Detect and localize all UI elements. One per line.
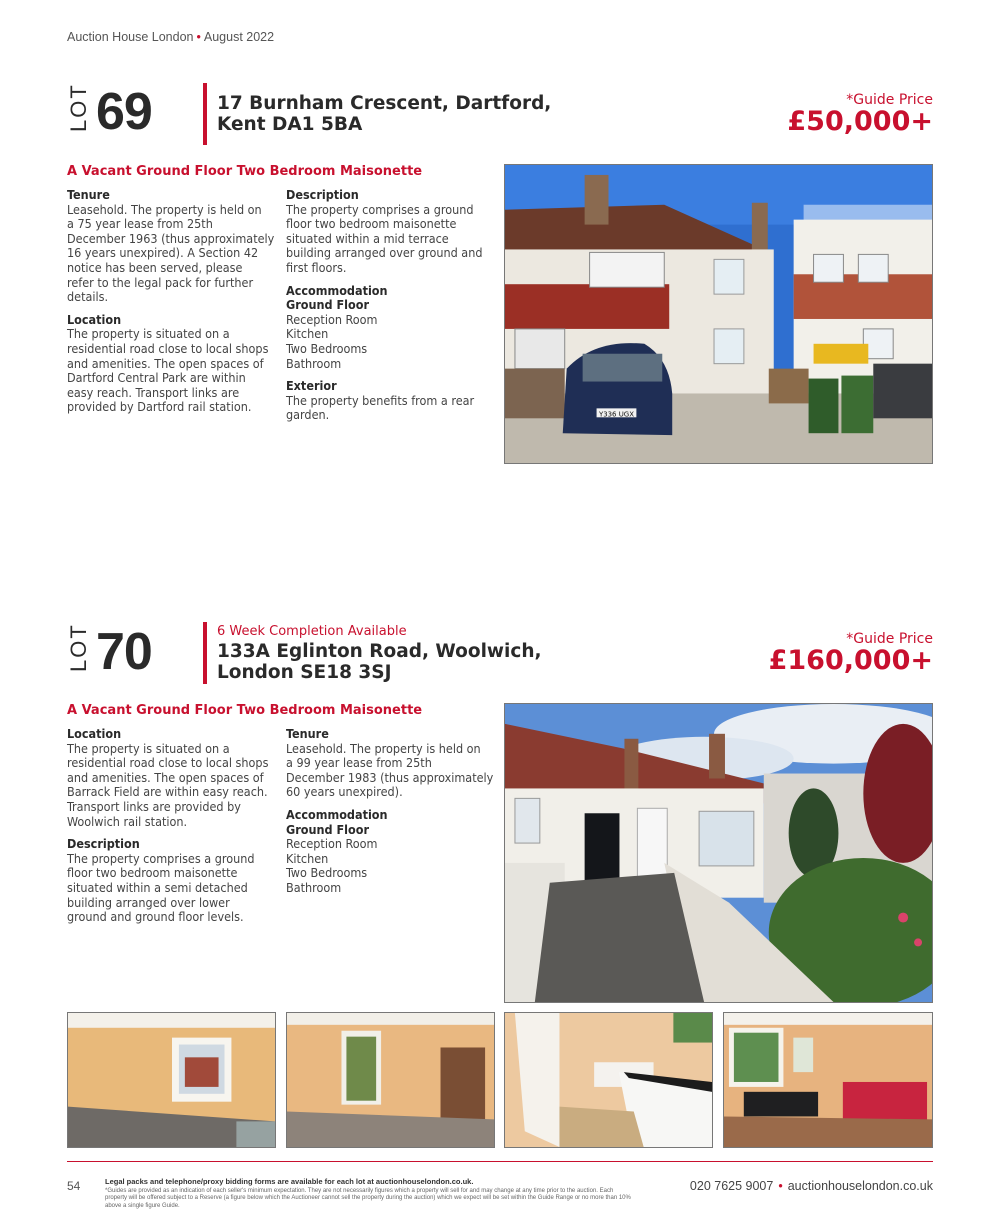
section-heading: Location (67, 726, 122, 741)
section-text: The property is situated on a residential road close to local shops and amenities. The open spaces of Barrack Field are within easy reach. Transport links are provided by Woolwich rail station. (67, 740, 269, 829)
details-column-left (67, 727, 279, 925)
section-text: The property is situated on a residential road close to local shops and amenities. The open spaces of Dartford Central Park are within easy reach. Transport links are provided by Dartford rail station. (67, 326, 269, 415)
footer-contact (690, 1179, 933, 1193)
property-photo-exterior (504, 164, 933, 464)
guide-price-disclaimer: *Guides are provided as an indication of each seller's minimum expectation. They are not necessarily figures which a property will sell for and may change at any time prior to the auction. Each property will be offered subject to a Reserve (a figure below which the Auctioneer cannot sell the property during the auction) which we expect will be set within the Guide Range or no more than 10% above a single figure Guide. (105, 1188, 631, 1209)
guide-price: £50,000+ (787, 106, 933, 137)
section-heading: Accommodation (286, 282, 388, 298)
details-column-right (286, 727, 498, 896)
footer-rule (67, 1161, 933, 1162)
property-photo-interior (67, 1012, 276, 1148)
property-photo-exterior (504, 703, 933, 1003)
address-line: London SE18 3SJ (217, 662, 392, 683)
issue-date: August 2022 (203, 30, 275, 44)
section-heading: Location (67, 311, 122, 327)
legal-pack-notice: Legal packs and telephone/proxy bidding forms are available for each lot at auctionhouselondon.co.uk. (105, 1177, 474, 1186)
property-photo-interior (504, 1012, 713, 1148)
section-subheading: Ground Floor (286, 821, 370, 837)
section-text: Reception Room Kitchen Two Bedrooms Bathroom (286, 311, 378, 371)
section-heading: Description (286, 187, 359, 202)
guide-price-label: *Guide Price (846, 631, 933, 647)
website-link[interactable]: auctionhouselondon.co.uk (787, 1179, 933, 1193)
guide-price: £160,000+ (768, 645, 933, 676)
section-text: Leasehold. The property is held on a 75 year lease from 25th December 1963 (thus approximately 16 years unexpired). A Section 42 notice has been served, please refer to the legal pack for further details. (67, 201, 275, 305)
separator-dot: • (778, 1179, 783, 1193)
lot-subtitle: A Vacant Ground Floor Two Bedroom Maisonette (67, 703, 423, 718)
section-heading: Accommodation (286, 806, 388, 822)
lot-number: 69 (96, 83, 152, 141)
running-head (67, 30, 274, 44)
lot-word: LOT (66, 623, 91, 672)
section-text: The property benefits from a rear garden. (286, 392, 475, 423)
lot-subtitle: A Vacant Ground Floor Two Bedroom Maisonette (67, 164, 423, 179)
section-text: Reception Room Kitchen Two Bedrooms Bathroom (286, 836, 378, 895)
address-line: 133A Eglinton Road, Woolwich, (217, 641, 542, 662)
guide-price-label: *Guide Price (846, 92, 933, 108)
address-line: 17 Burnham Crescent, Dartford, (217, 93, 552, 114)
lot-divider-bar (203, 83, 207, 145)
section-subheading: Ground Floor (286, 297, 370, 313)
section-text: Leasehold. The property is held on a 99 year lease from 25th December 1983 (thus approximately 60 years unexpired). (286, 740, 494, 800)
section-text: The property comprises a ground floor two bedroom maisonette situated within a semi detached building arranged over lower ground and ground floor levels. (67, 850, 255, 925)
completion-notice: 6 Week Completion Available (217, 624, 407, 639)
footer-note (105, 1177, 635, 1210)
lot-divider-bar (203, 622, 207, 684)
lot-address (217, 641, 542, 683)
section-heading: Description (67, 836, 140, 852)
address-line: Kent DA1 5BA (217, 114, 363, 135)
phone-number[interactable]: 020 7625 9007 (689, 1179, 774, 1193)
lot-address (217, 93, 551, 135)
separator-dot: • (196, 30, 201, 44)
property-photo-interior (723, 1012, 933, 1148)
section-heading: Exterior (286, 378, 337, 394)
details-column-right (286, 188, 498, 423)
lot-word: LOT (66, 83, 91, 132)
lot-number: 70 (96, 623, 152, 681)
details-column-left (67, 188, 279, 415)
section-heading: Tenure (286, 726, 329, 741)
section-heading: Tenure (67, 187, 110, 202)
publisher-name: Auction House London (67, 30, 194, 44)
property-photo-interior (286, 1012, 495, 1148)
number-plate: Y336 UGX (598, 410, 634, 419)
section-text: The property comprises a ground floor two bedroom maisonette situated within a mid terrace building arranged over ground and first floors. (286, 201, 483, 275)
page-number: 54 (67, 1179, 81, 1193)
